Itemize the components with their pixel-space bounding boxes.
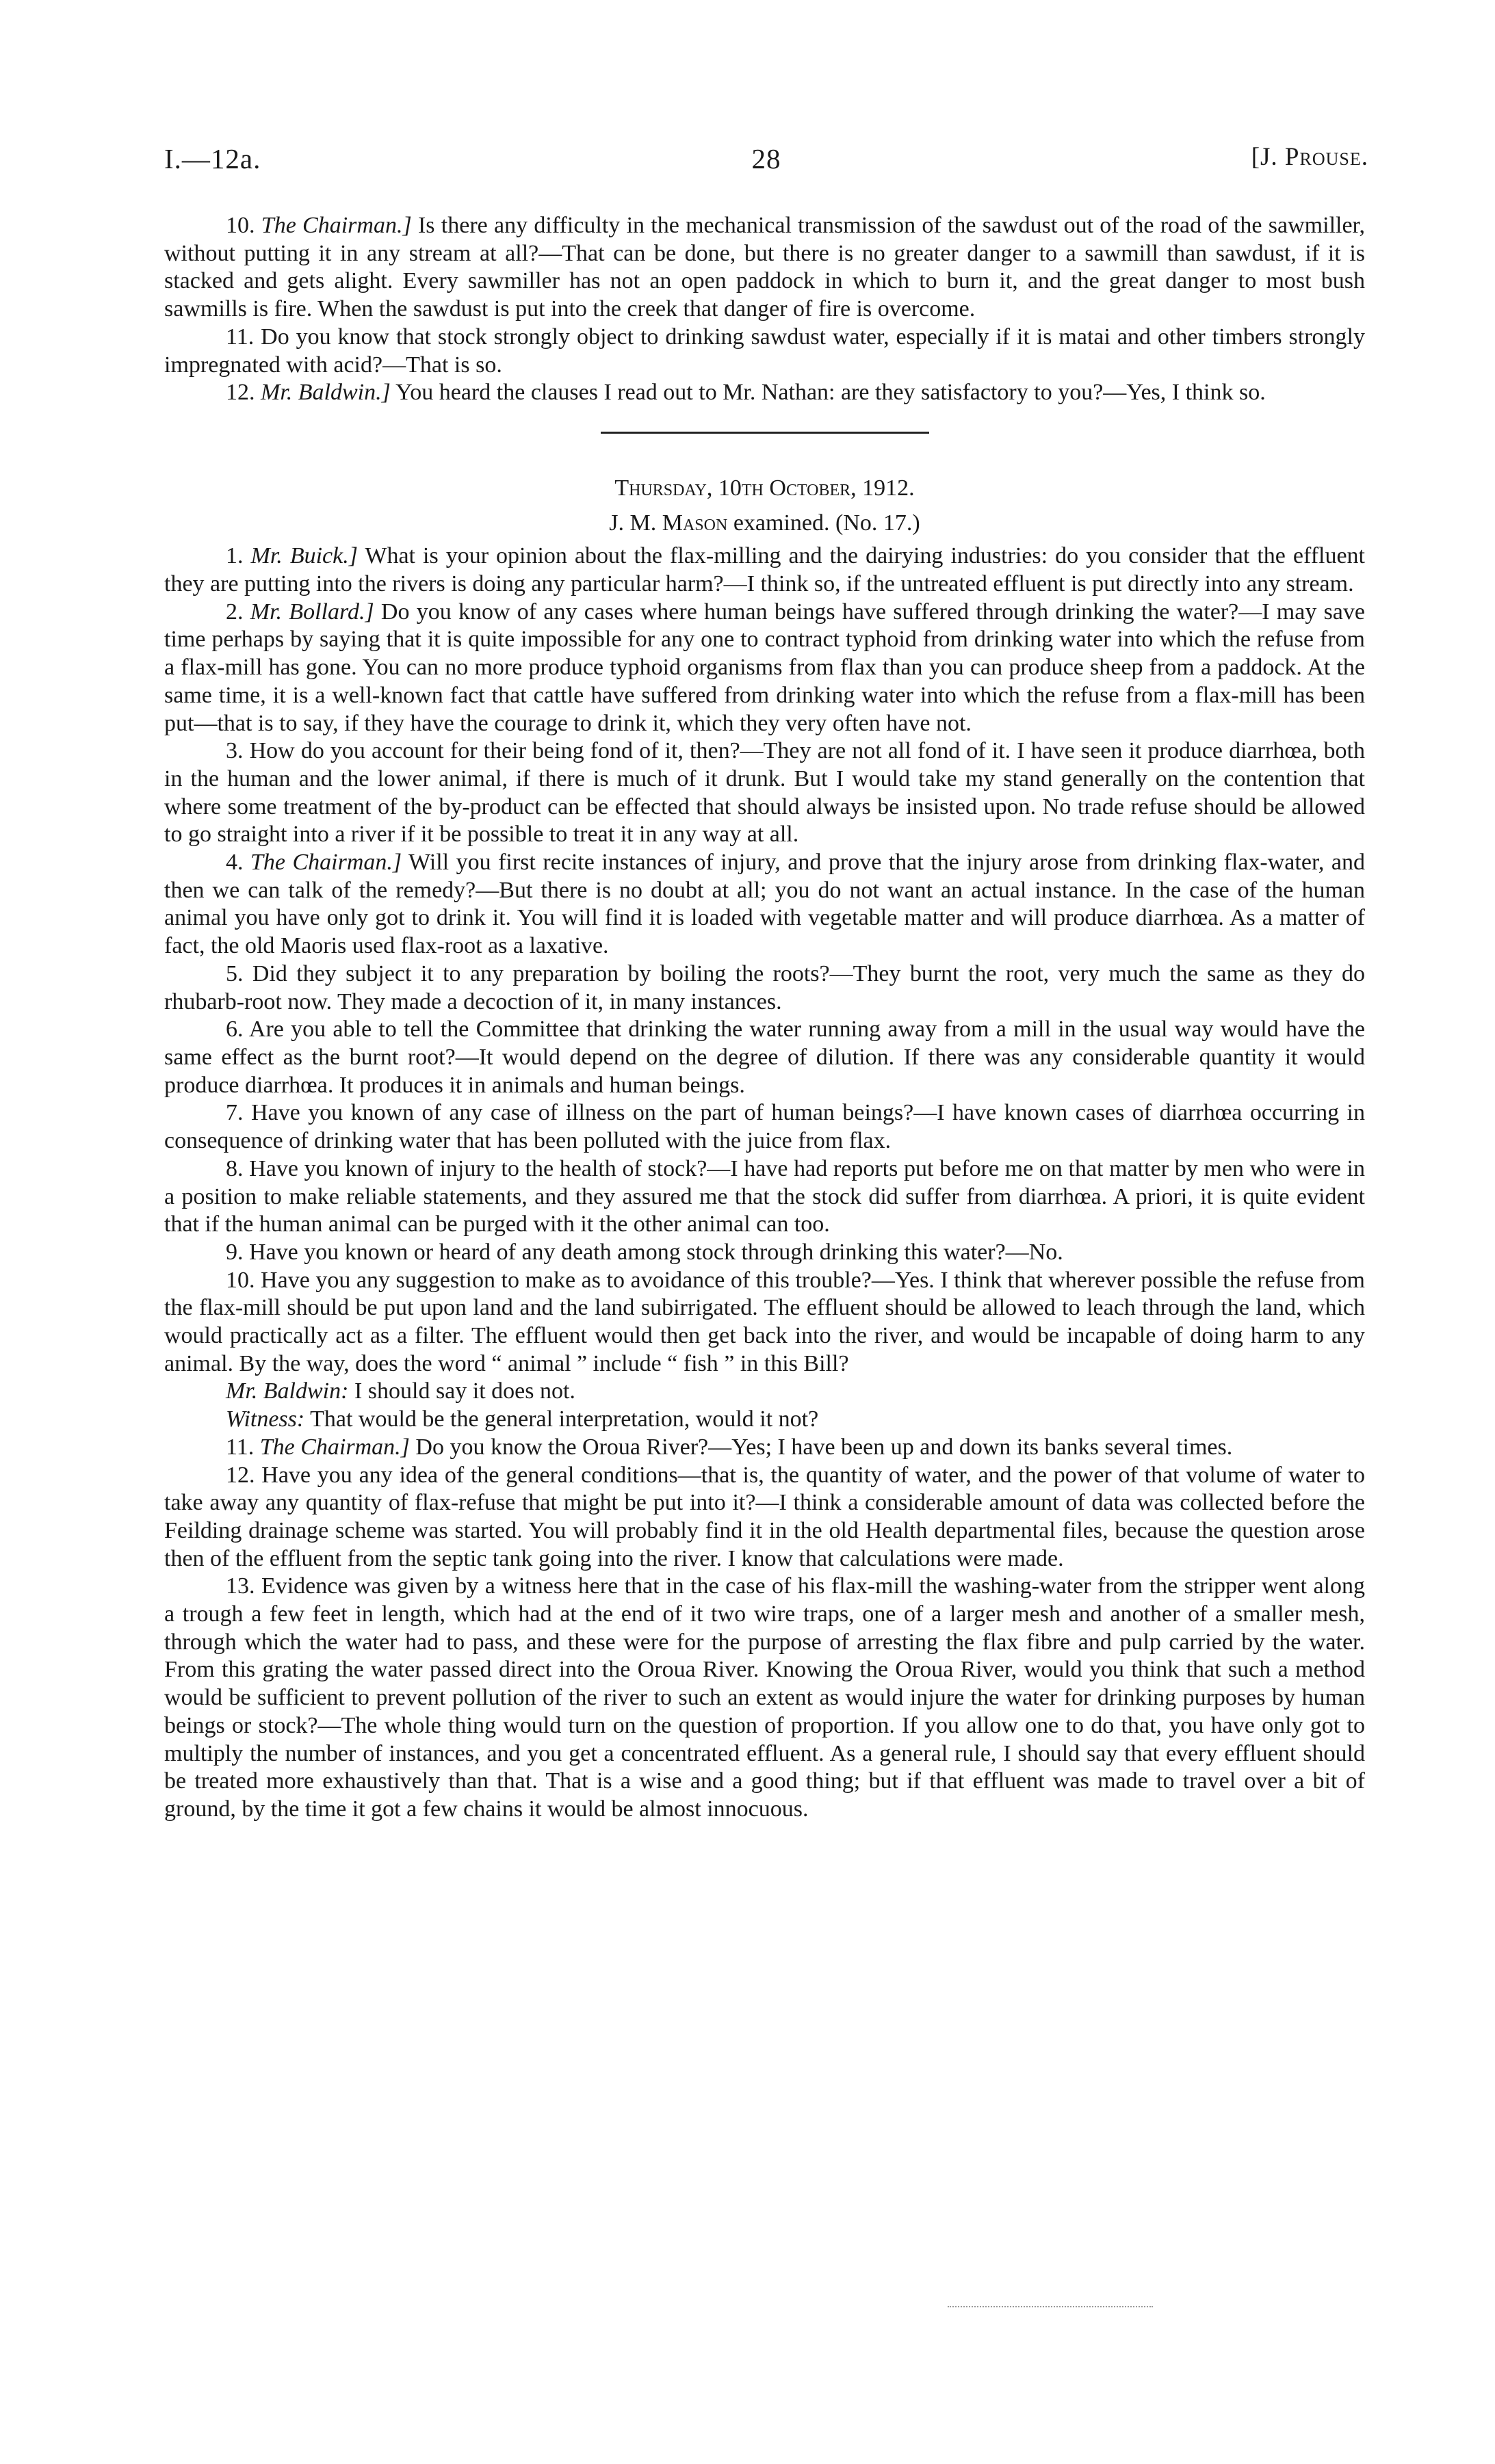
question-paragraph: 2. Mr. Bollard.] Do you know of any cases where human beings have suffered through drinking the water?—I may save time perhaps by saying that it is quite impossible for any one to contract typhoid from drinking water into which the refuse from a flax-mill has gone. You can no more produce typhoid organisms from flax than you can produce sheep from a paddock. At the same time, it is a well-known fact that cattle have suffered from drinking water into which the refuse from a flax-mill has been put—that is to say, if they have the courage to drink it, which they very often have not. <box>164 599 1365 736</box>
witness-heading: J. M. Mason examined. (No. 17.) <box>609 510 920 536</box>
date-heading: Thursday, 10th October, 1912. <box>614 475 915 501</box>
speaker: The Chairman.] <box>250 850 402 876</box>
document-body <box>164 212 1365 1824</box>
interjection-paragraph: Witness: That would be the general interpretation, would it not? <box>226 1406 819 1432</box>
prouse-evidence <box>164 212 1365 407</box>
question-paragraph: 1. Mr. Buick.] What is your opinion about the flax-milling and the dairying industries: do you consider that the effluent they are putting into the rivers is doing any particular harm?—I think so, if the untreated effluent is put directly into any stream. <box>164 543 1365 597</box>
question-paragraph: 5. Did they subject it to any preparation by boiling the roots?—They burnt the root, very much the same as they do rhubarb-root now. They made a decoction of it, in many instances. <box>164 960 1365 1014</box>
question-paragraph: 10. The Chairman.] Is there any difficulty in the mechanical transmission of the sawdust out of the road of the sawmiller, without putting it in any stream at all?—That can be done, but there is no greater danger to a sawmill than sawdust, if it is stacked and gets alight. Every sawmiller has not an open paddock in which to burn it, and the great danger to most bush sawmills is fire. When the sawdust is put into the creek that danger of fire is overcome. <box>164 213 1366 322</box>
question-paragraph: 12. Have you any idea of the general conditions—that is, the quantity of water, and the power of that volume of water to take away any quantity of flax-refuse that might be put into it?—I think a considerable amount of data was collected before the Feilding drainage scheme was started. You will probably find it in the old Health departmental files, because the question arose then of the effluent from the septic tank going into the river. I know that calculations were made. <box>164 1462 1365 1571</box>
question-paragraph: 9. Have you known or heard of any death among stock through drinking this water?—No. <box>226 1239 1063 1265</box>
question-paragraph: 11. Do you know that stock strongly object to drinking sawdust water, especially if it is matai and other timbers strongly impregnated with acid?—That is so. <box>164 324 1365 378</box>
mason-evidence <box>164 542 1365 1823</box>
question-paragraph: 13. Evidence was given by a witness here that in the case of his flax-mill the washing-water from the stripper went along a trough a few feet in length, which had at the end of it two wire traps, one of a larger mesh and another of a smaller mesh, through which the water had to pass, and these were for the purpose of arresting the flax fibre and pulp carried by the water. From this grating the water passed direct into the Oroua River. Knowing the Oroua River, would you think that such a method would be sufficient to prevent pollution of the river to such an extent as would injure the water for drinking purposes by human beings or stock?—The whole thing would turn on the question of proportion. If you allow one to do that, you have only got to multiply the number of instances, and you get a concentrated effluent. As a general rule, I should say that every effluent should be treated more exhaustively than that. That is a wise and a good thing; but if that effluent was made to travel over a bit of ground, by the time it got a few chains it would be almost innocuous. <box>164 1573 1365 1822</box>
interjection-paragraph: Mr. Baldwin: I should say it does not. <box>226 1378 575 1404</box>
running-head-witness: [J. Prouse. <box>1251 143 1368 171</box>
speaker: Mr. Baldwin: <box>226 1378 349 1404</box>
question-paragraph: 6. Are you able to tell the Committee that drinking the water running away from a mill in the usual way would have the same effect as the burnt root?—It would depend on the degree of dilution. If there was any considerable quantity it would produce diarrhœa. It produces it in animals and human beings. <box>164 1017 1365 1098</box>
speaker: Mr. Baldwin.] <box>261 380 391 406</box>
witness-name: J. M. Mason <box>609 510 728 536</box>
section-divider <box>601 432 929 434</box>
speaker: Mr. Bollard.] <box>250 599 374 625</box>
section-reference: I.—12a. <box>164 143 261 174</box>
question-paragraph: 3. How do you account for their being fond of it, then?—They are not all fond of it. I have seen it produce diarrhœa, both in the human and the lower animal, if there is much of it drunk. But I would take my stand generally on the contention that where some treatment of the by-product can be effected that should always be insisted upon. No trade refuse should be allowed to go straight into a river if it be possible to treat it in any way at all. <box>164 738 1365 848</box>
question-paragraph: 4. The Chairman.] Will you first recite instances of injury, and prove that the injury arose from drinking flax-water, and then we can talk of the remedy?—But there is no doubt at all; you do not want an actual instance. In the case of the human animal you have only got to drink it. You will find it is loaded with vegetable matter and will produce diarrhœa. As a matter of fact, the old Maoris used flax-root as a laxative. <box>164 850 1365 959</box>
question-paragraph: 12. Mr. Baldwin.] You heard the clauses I read out to Mr. Nathan: are they satisfactory to you?—Yes, I think so. <box>226 380 1266 406</box>
speaker: The Chairman.] <box>261 213 412 238</box>
question-paragraph: 10. Have you any suggestion to make as to avoidance of this trouble?—Yes. I think that wherever possible the refuse from the flax-mill should be put upon land and the land subirrigated. The effluent should be allowed to leach through the land, which would practically act as a filter. The effluent would then get back into the river, and would be incapable of doing harm to any animal. By the way, does the word “ animal ” include “ fish ” in this Bill? <box>164 1267 1365 1376</box>
page-header <box>164 142 1368 183</box>
question-paragraph: 7. Have you known of any case of illness on the part of human beings?—I have known cases of diarrhœa occurring in consequence of drinking water that has been polluted with the juice from flax. <box>164 1100 1365 1154</box>
page-number: 28 <box>751 143 781 174</box>
question-paragraph: 8. Have you known of injury to the health of stock?—I have had reports put before me on that matter by men who were in a position to make reliable statements, and they assured me that the stock did suffer from diarrhœa. A priori, it is quite evident that if the human animal can be purged with it the other animal can too. <box>164 1155 1365 1237</box>
question-paragraph: 11. The Chairman.] Do you know the Oroua River?—Yes; I have been up and down its banks several times. <box>226 1434 1233 1460</box>
speaker: Mr. Buick.] <box>250 543 358 569</box>
speaker: The Chairman.] <box>259 1434 410 1460</box>
speaker: Witness: <box>226 1406 305 1432</box>
footer-dotted-rule <box>948 2306 1153 2307</box>
